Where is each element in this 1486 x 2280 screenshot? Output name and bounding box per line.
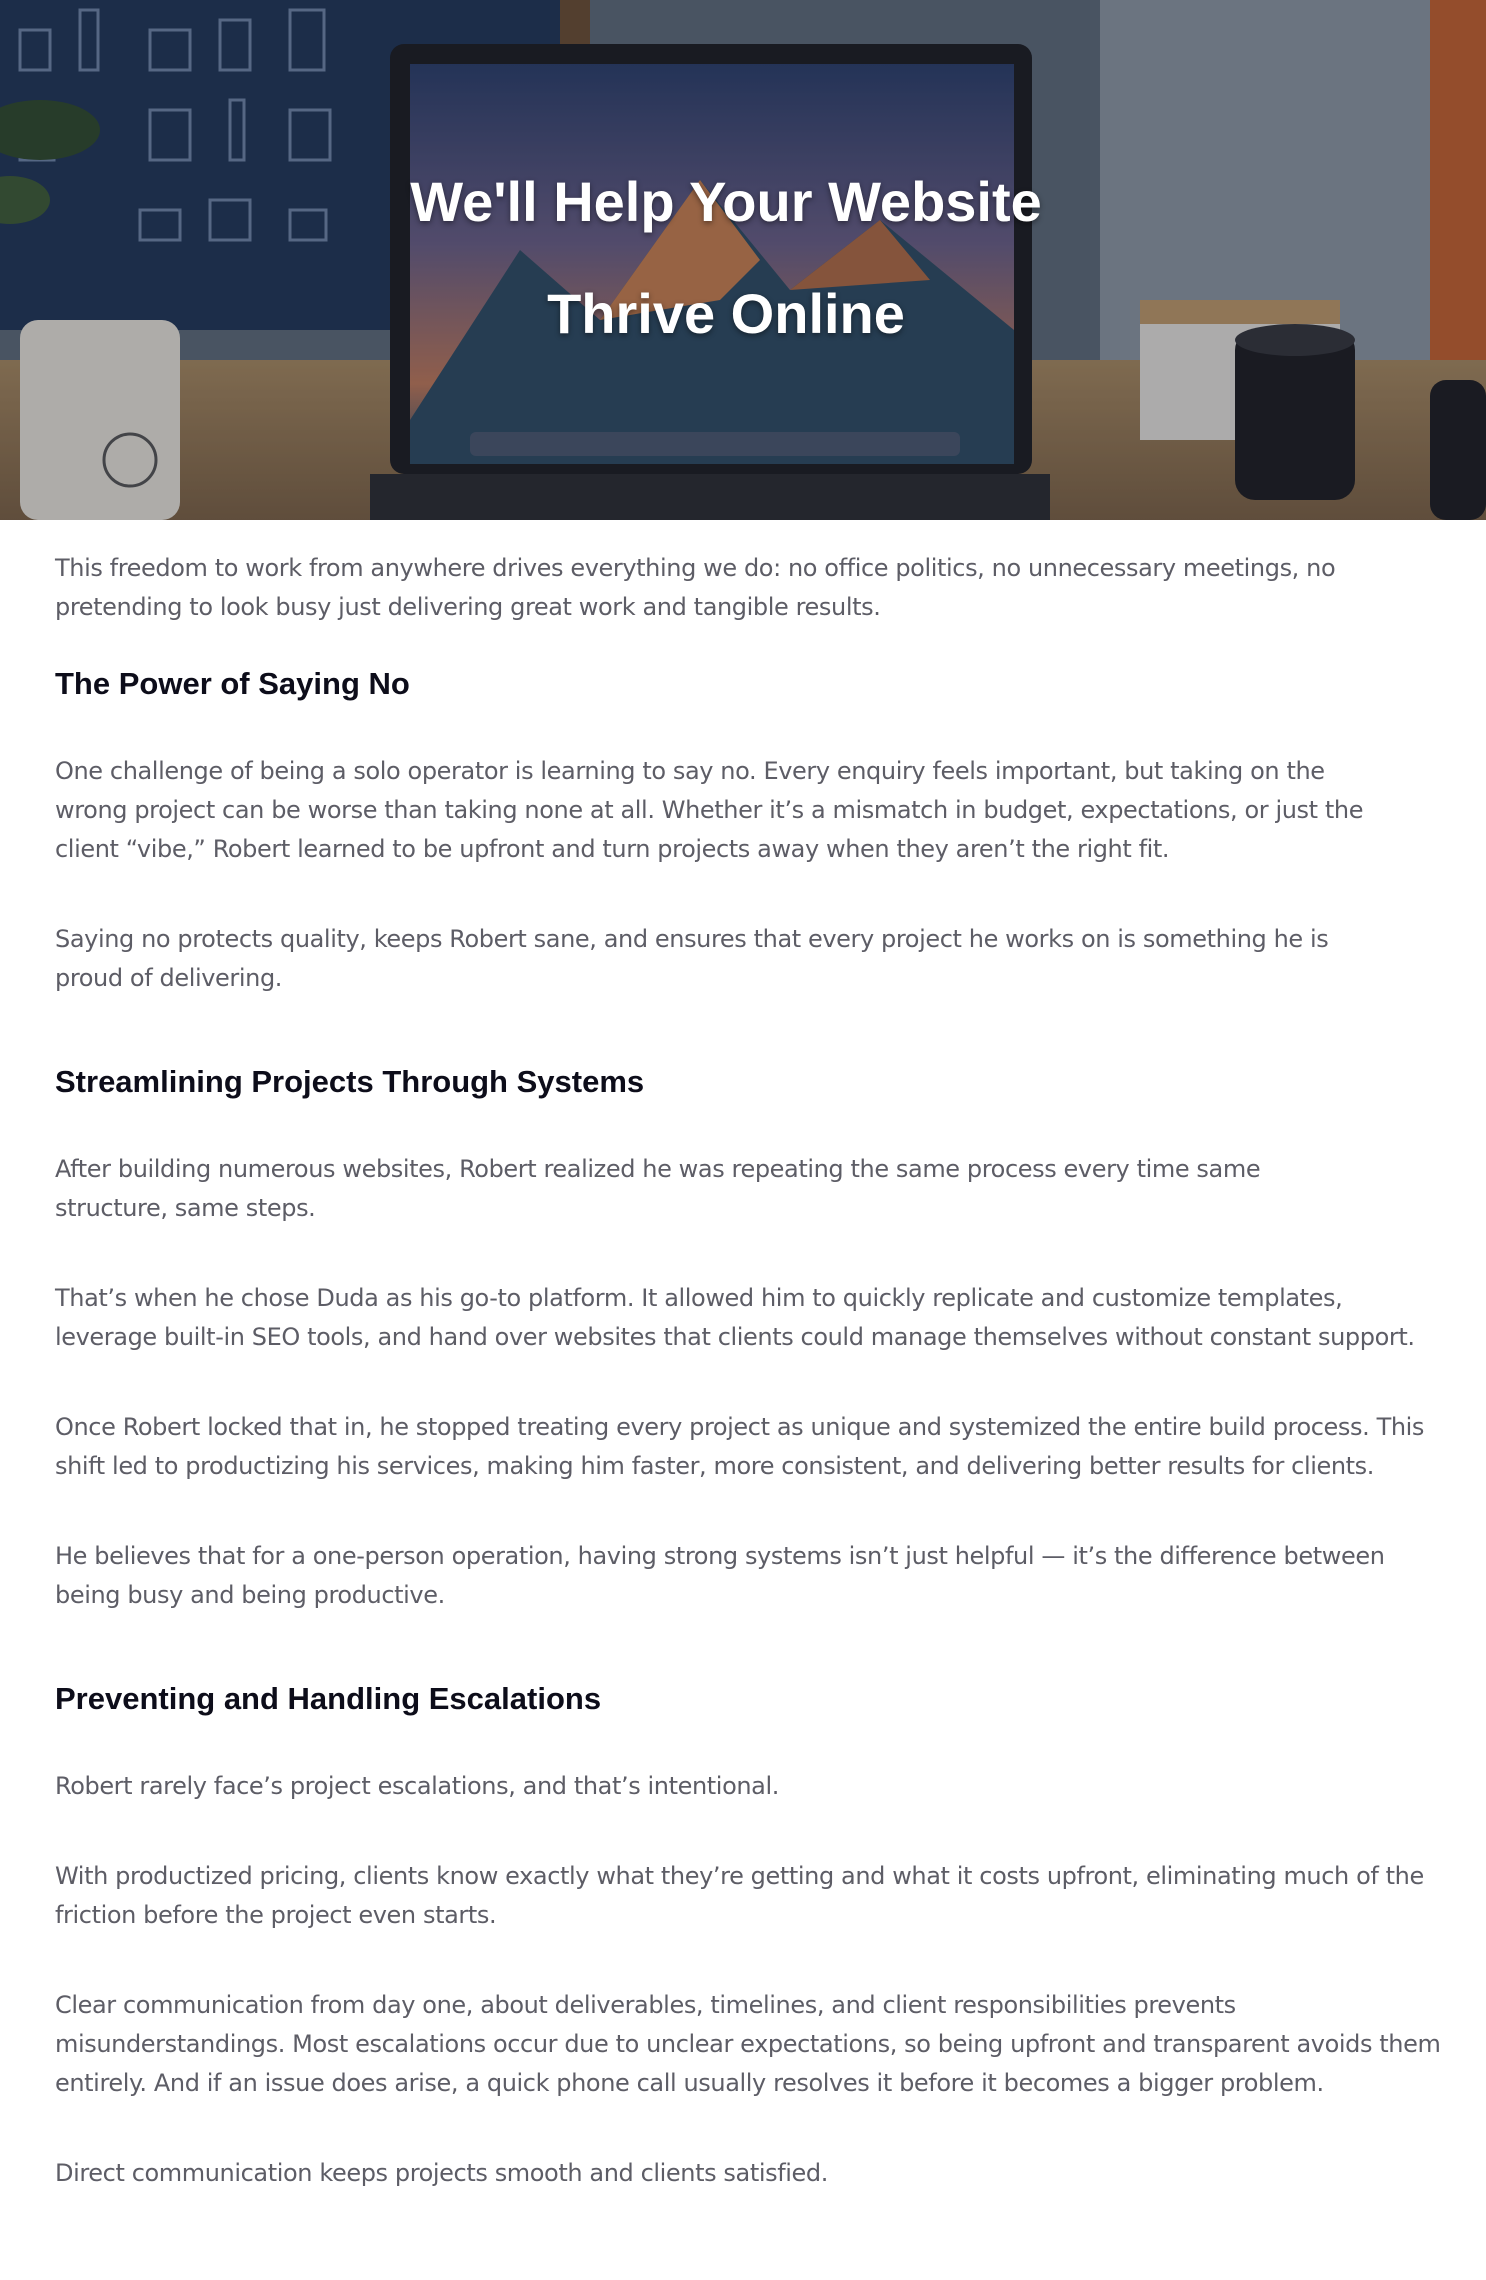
body-paragraph: Clear communication from day one, about deliverables, timelines, and client responsibilities prevents misunderstandings. Most escalations occur due to unclear expectations, so being upfront and transparent avoids them entirely. And if an issue does arise, a quick phone call usually resolves it before it becomes a bigger problem. (55, 1991, 1441, 2097)
body-paragraph: That’s when he chose Duda as his go-to platform. It allowed him to quickly replicate and customize templates, leverage built-in SEO tools, and hand over websites that clients could manage themselves without constant support. (55, 1284, 1415, 1351)
hero-title (0, 146, 1452, 370)
hero-title-line-1: We'll Help Your Website (410, 169, 1042, 233)
section-heading: Preventing and Handling Escalations (55, 1681, 602, 1716)
section-heading: Streamlining Projects Through Systems (55, 1064, 645, 1099)
body-paragraph: Robert rarely face’s project escalations, and that’s intentional. (55, 1772, 779, 1800)
body-paragraph: Saying no protects quality, keeps Robert sane, and ensures that every project he works on is something he is proud of delivering. (55, 925, 1329, 992)
hero-title-line-2: Thrive Online (547, 281, 905, 345)
section-heading: The Power of Saying No (55, 666, 410, 701)
hero-banner (0, 0, 1486, 520)
body-paragraph: He believes that for a one-person operation, having strong systems isn’t just helpful — it’s the difference between being busy and being productive. (55, 1542, 1385, 1609)
body-paragraph: Direct communication keeps projects smooth and clients satisfied. (55, 2159, 828, 2187)
body-paragraph: One challenge of being a solo operator is learning to say no. Every enquiry feels important, but taking on the wrong project can be worse than taking none at all. Whether it’s a mismatch in budget, expectations, or just the client “vibe,” Robert learned to be upfront and turn projects away when they aren’t the right fit. (55, 757, 1364, 863)
body-paragraph: With productized pricing, clients know exactly what they’re getting and what it costs upfront, eliminating much of the friction before the project even starts. (55, 1862, 1424, 1929)
body-paragraph: After building numerous websites, Robert realized he was repeating the same process every time same structure, same steps. (55, 1155, 1261, 1222)
intro-paragraph: This freedom to work from anywhere drives everything we do: no office politics, no unnecessary meetings, no pretending to look busy just delivering great work and tangible results. (55, 554, 1336, 621)
article-body (55, 520, 1455, 2193)
body-paragraph: Once Robert locked that in, he stopped treating every project as unique and systemized the entire build process. This shift led to productizing his services, making him faster, more consistent, and delivering better results for clients. (55, 1413, 1425, 1480)
